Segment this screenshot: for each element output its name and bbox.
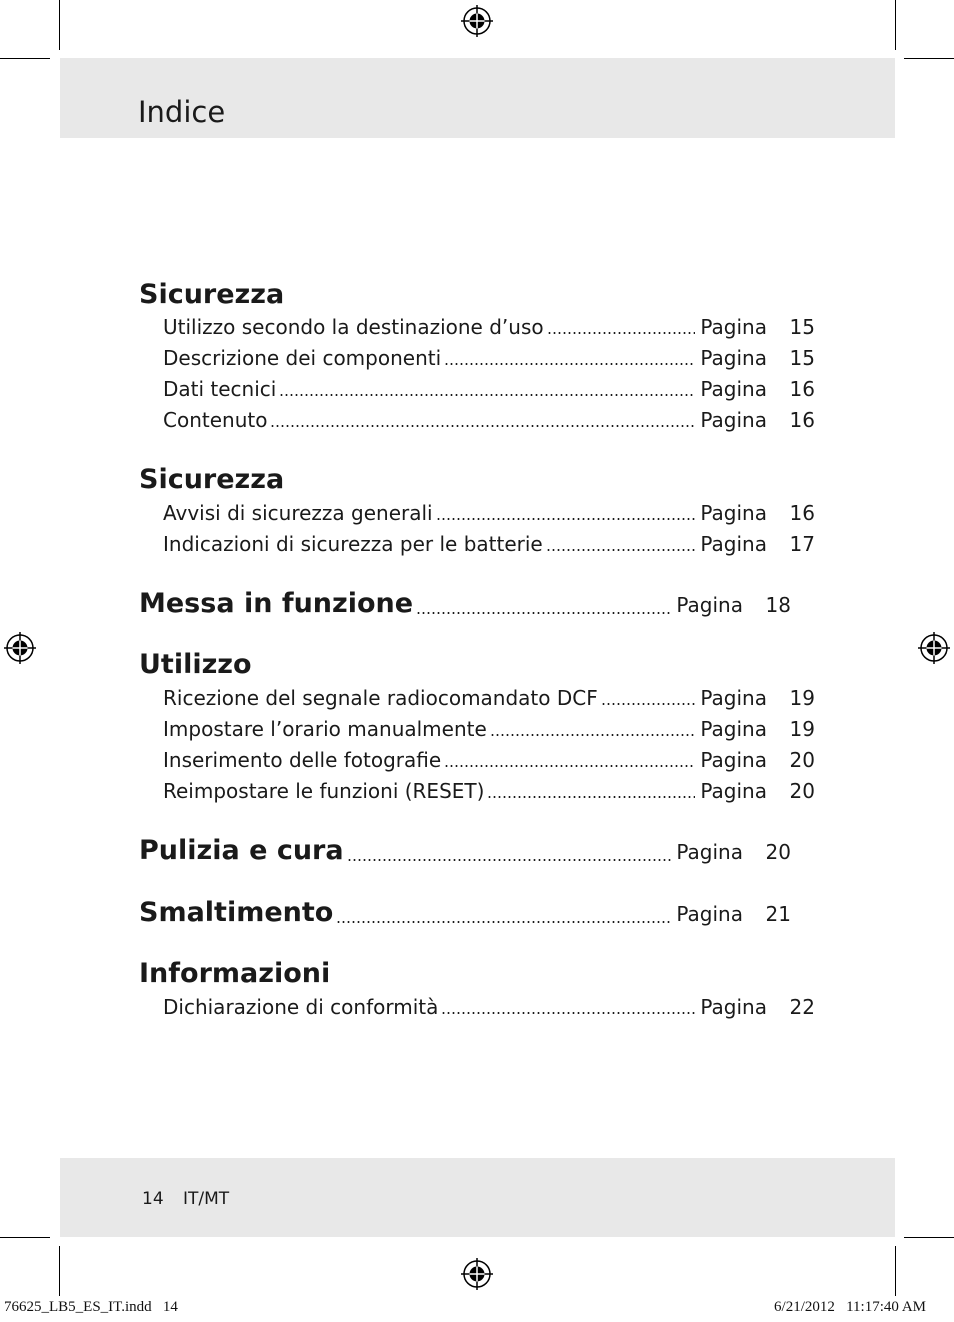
toc-entry[interactable]	[163, 994, 815, 1020]
page-word: Pagina	[700, 779, 767, 803]
page-title: Indice	[138, 95, 226, 129]
toc-entry[interactable]	[163, 531, 815, 557]
page-word: Pagina	[700, 686, 767, 710]
toc-entry-label: Dichiarazione di conformità	[163, 995, 439, 1019]
toc-heading-entry[interactable]	[139, 897, 791, 929]
crop-mark	[59, 0, 60, 50]
crop-mark	[0, 1237, 50, 1238]
toc-entry[interactable]	[163, 345, 815, 371]
toc-entry-label: Contenuto	[163, 408, 268, 432]
leader-dots	[444, 363, 695, 365]
toc-entry-label: Reimpostare le funzioni (RESET)	[163, 779, 485, 803]
crop-mark	[904, 1237, 954, 1238]
toc-entry[interactable]	[163, 500, 815, 526]
toc-entry[interactable]	[163, 747, 815, 773]
leader-dots	[347, 859, 672, 861]
toc-entry[interactable]	[163, 407, 815, 433]
page-word: Pagina	[700, 748, 767, 772]
page-number: 17	[789, 532, 815, 556]
page-number: 20	[789, 779, 815, 803]
leader-dots	[270, 425, 695, 427]
toc-heading-label: Pulizia e cura	[139, 835, 344, 866]
footer-page-number: 14	[142, 1189, 164, 1209]
leader-dots	[490, 734, 696, 736]
toc-entry[interactable]	[163, 314, 815, 340]
page-number: 22	[789, 995, 815, 1019]
crop-mark	[895, 0, 896, 50]
toc-heading-label: Smaltimento	[139, 897, 334, 928]
leader-dots	[441, 1012, 695, 1014]
page-number: 15	[789, 315, 815, 339]
crop-mark	[59, 1246, 60, 1296]
leader-dots	[487, 796, 695, 798]
toc-entry-label: Impostare l’orario manualmente	[163, 717, 487, 741]
toc-entry-label: Inserimento delle fotografie	[163, 748, 442, 772]
page-number: 20	[765, 840, 791, 864]
toc-heading-entry[interactable]	[139, 835, 791, 867]
page-number: 16	[789, 501, 815, 525]
section-heading: Informazioni	[139, 958, 331, 989]
crop-mark	[0, 58, 50, 59]
leader-dots	[336, 921, 671, 923]
registration-mark-icon	[4, 632, 36, 664]
toc-entry[interactable]	[163, 778, 815, 804]
registration-mark-icon	[918, 632, 950, 664]
slug-file-name: 76625_LB5_ES_IT.indd 14	[4, 1299, 178, 1315]
toc-entry[interactable]	[163, 716, 815, 742]
page-word: Pagina	[700, 377, 767, 401]
registration-mark-icon	[461, 1258, 493, 1290]
toc-entry-label: Dati tecnici	[163, 377, 277, 401]
toc-entry[interactable]	[163, 685, 815, 711]
toc-entry-label: Descrizione dei componenti	[163, 346, 442, 370]
page-number: 16	[789, 377, 815, 401]
page-word: Pagina	[700, 346, 767, 370]
footer-language-code: IT/MT	[183, 1189, 230, 1209]
crop-mark	[904, 58, 954, 59]
page-number: 19	[789, 717, 815, 741]
page-number: 20	[789, 748, 815, 772]
section-heading: Utilizzo	[139, 649, 252, 680]
toc-heading-label: Messa in funzione	[139, 588, 414, 619]
page-word: Pagina	[676, 593, 743, 617]
page-word: Pagina	[700, 995, 767, 1019]
page-number: 21	[765, 902, 791, 926]
toc-heading-entry[interactable]	[139, 588, 791, 620]
page-word: Pagina	[700, 501, 767, 525]
leader-dots	[436, 518, 696, 520]
leader-dots	[547, 332, 696, 334]
slug-timestamp: 6/21/2012 11:17:40 AM	[774, 1299, 926, 1315]
section-heading: Sicurezza	[139, 464, 285, 495]
registration-mark-icon	[461, 5, 493, 37]
page-word: Pagina	[676, 840, 743, 864]
leader-dots	[279, 394, 695, 396]
leader-dots	[601, 703, 696, 705]
toc-entry-label: Avvisi di sicurezza generali	[163, 501, 433, 525]
page-word: Pagina	[676, 902, 743, 926]
page-number: 19	[789, 686, 815, 710]
toc-entry-label: Indicazioni di sicurezza per le batterie	[163, 532, 543, 556]
page-number: 18	[765, 593, 791, 617]
toc-entry-label: Utilizzo secondo la destinazione d’uso	[163, 315, 544, 339]
leader-dots	[546, 549, 696, 551]
toc-entry[interactable]	[163, 376, 815, 402]
crop-mark	[895, 1246, 896, 1296]
page-word: Pagina	[700, 408, 767, 432]
toc-entry-label: Ricezione del segnale radiocomandato DCF	[163, 686, 598, 710]
section-heading: Sicurezza	[139, 279, 285, 310]
leader-dots	[416, 612, 671, 614]
leader-dots	[444, 765, 695, 767]
page-word: Pagina	[700, 532, 767, 556]
page-word: Pagina	[700, 315, 767, 339]
page-number: 15	[789, 346, 815, 370]
page-word: Pagina	[700, 717, 767, 741]
page-number: 16	[789, 408, 815, 432]
